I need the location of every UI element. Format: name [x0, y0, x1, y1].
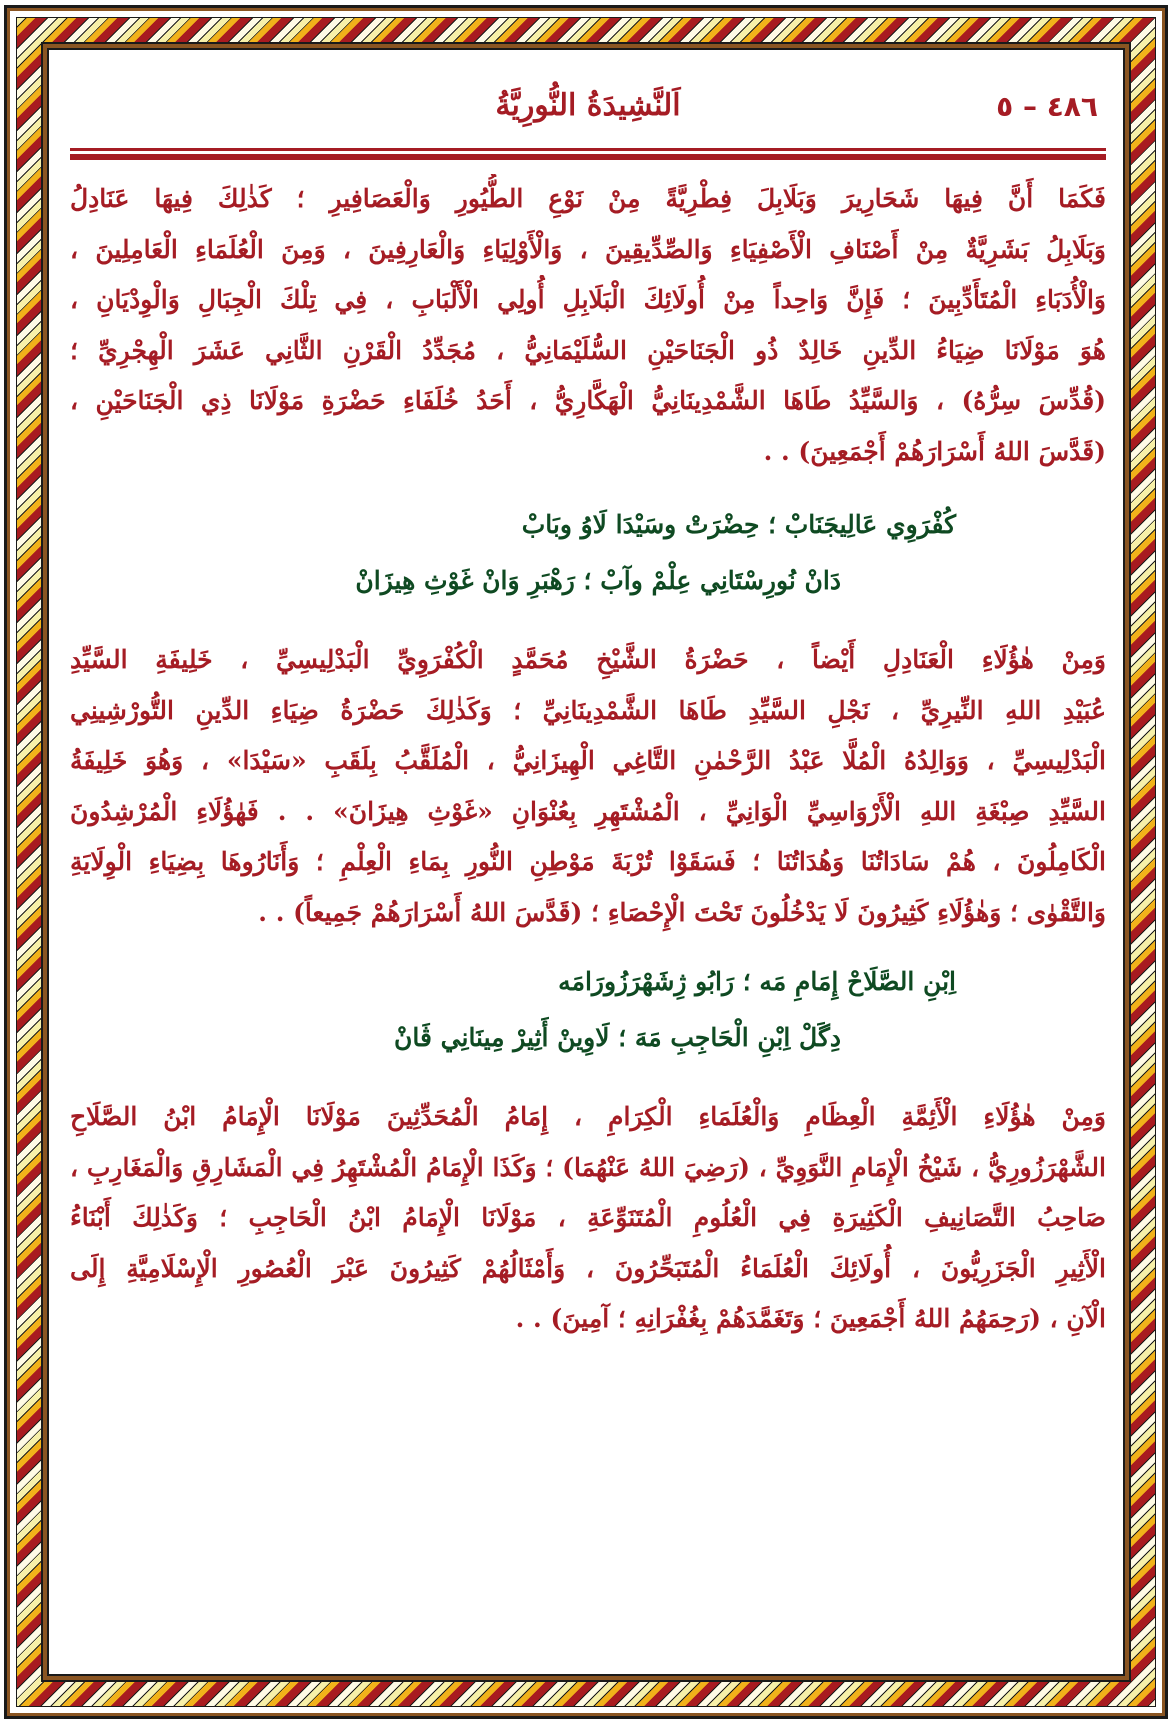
paragraph-line: الْآنِ ، (رَحِمَهُمُ اللهُ أَجْمَعِينَ ؛ وَتَغَمَّدَهُمْ بِغُفْرَانِهِ ؛ آمِينَ) . .: [515, 1304, 1106, 1333]
verse-stanza-2: [70, 954, 1106, 1066]
paragraph-line: وَبَلَابِلُ بَشَرِيَّةٌ مِنْ أَصْنَافِ الْأَصْفِيَاءِ وَالصِّدِّيقِينَ ، وَالْأَوْلِيَاءِ وَالْعَارِفِينَ ، وَمِنَ الْعُلَمَاءِ الْعَامِلِينَ ،: [70, 234, 1106, 264]
paragraph-line: وَمِنْ هٰؤُلَاءِ الْعَنَادِلِ أَيْضاً ، حَضْرَةُ الشَّيْخِ مُحَمَّدٍ الْكُفْرَوِيِّ الْبَدْلِيسِيِّ ، خَلِيفَةِ السَّيِّدِ: [70, 645, 1106, 674]
verse-line: دَانْ نُورِسْتَانِي عِلْمْ وآبْ ؛ رَهْبَرِ وَانْ غَوْثِ هِيزَانْ: [355, 566, 841, 595]
paragraph-line: هُوَ مَوْلَانَا ضِيَاءُ الدِّينِ خَالِدٌ ذُو الْجَنَاحَيْنِ السُّلَيْمَانِيُّ ، مُجَدِّدُ الْقَرْنِ الثَّانِي عَشَرَ الْهِجْرِيِّ ؛: [70, 335, 1106, 365]
verse-line: اِبْنِ الصَّلَاحْ إِمَامِ مَه ؛ رَابُو ژِشَهْرَزُورَامَه: [558, 967, 956, 996]
verse-line: كُفْرَوِي عَالِيجَنَابْ ؛ حِضْرَتْ وسَيْدَا لَاوُ وبَابْ: [521, 510, 956, 539]
paragraph-1: [70, 174, 1106, 477]
paragraph-line: (قُدِّسَ سِرُّهُ) ، وَالسَّيِّدُ طَاهَا الشَّمْدِينَانِيُّ الْهَكَّارِيُّ ، أَحَدُ خُلَفَاءِ حَضْرَةِ مَوْلَانَا ذِي الْجَنَاحَيْنِ ،: [70, 386, 1106, 415]
verse-line: دِگَلْ اِبْنِ الْحَاجِبِ مَهَ ؛ لَاوِينْ أَثِيرْ مِينَانِي ڤَانْ: [394, 1023, 841, 1052]
page-number: ٤٨٦ – ٥: [996, 90, 1098, 123]
verse-stanza-1: [70, 497, 1106, 609]
page-content: [70, 80, 1106, 1345]
paragraph-line: الْأَثِيرِ الْجَزَرِيُّونَ ، أُولَائِكَ الْعُلَمَاءُ الْمُتَبَحِّرُونَ ، وَأَمْثَالُهُمْ كَثِيرُونَ عَبْرَ الْعُصُورِ الْإِسْلَامِيَّةِ إِلَى: [70, 1253, 1106, 1283]
paragraph-line: وَمِنْ هٰؤُلَاءِ الْأَئِمَّةِ الْعِظَامِ وَالْعُلَمَاءِ الْكِرَامِ ، إِمَامُ الْمُحَدِّثِينَ مَوْلَانَا الْإِمَامُ ابْنُ الصَّلَاحِ: [70, 1102, 1106, 1131]
paragraph-2: [70, 635, 1106, 938]
paragraph-line: وَالْأُدَبَاءِ الْمُتَأَدِّبِينَ ؛ فَإِنَّ وَاحِداً مِنْ أُولَائِكَ الْبَلَابِلِ أُولِي الْأَلْبَابِ ، فِي تِلْكَ الْجِبَالِ وَالْوِدْيَانِ ،: [70, 285, 1106, 314]
paragraph-line: فَكَمَا أَنَّ فِيهَا شَحَارِيرَ وَبَلَابِلَ فِطْرِيَّةً مِنْ نَوْعِ الطُّيُورِ وَالْعَصَافِيرِ ؛ كَذٰلِكَ فِيهَا عَنَادِلُ: [70, 184, 1106, 213]
header-rule-thin: [70, 148, 1106, 151]
header-rule-thick: [70, 154, 1106, 160]
paragraph-line: وَالتَّقْوٰى ؛ وَهٰؤُلَاءِ كَثِيرُونَ لَا يَدْخُلُونَ تَحْتَ الْإِحْصَاءِ ؛ (قَدَّسَ اللهُ أَسْرَارَهُمْ جَمِيعاً) . .: [258, 897, 1106, 927]
paragraph-line: عُبَيْدِ اللهِ النِّيرِيِّ ، نَجْلِ السَّيِّدِ طَاهَا الشَّمْدِينَانِيِّ ؛ وَكَذٰلِكَ حَضْرَةُ ضِيَاءِ الدِّينِ التُّورْشِينِي: [70, 695, 1106, 725]
book-title: اَلنَّشِيدَةُ النُّورِيَّةُ: [495, 88, 681, 123]
paragraph-line: السَّيِّدِ صِبْغَةِ اللهِ الْأَرْوَاسِيِّ الْوَانِيِّ ، الْمُشْتَهِرِ بِعُنْوَانِ «غَوْثِ هِيزَانَ» . . فَهٰؤُلَاءِ الْمُرْشِدُونَ: [70, 796, 1106, 826]
paragraph-3: [70, 1092, 1106, 1345]
page-header: [70, 80, 1106, 142]
paragraph-line: الْبَدْلِيسِيِّ ، وَوَالِدُهُ الْمُلَّا عَبْدُ الرَّحْمٰنِ التَّاغِي الْهِيزَانِيُّ ، الْمُلَقَّبُ بِلَقَبِ «سَيْدَا» ، وَهُوَ خَلِيفَةُ: [70, 746, 1106, 775]
paragraph-line: (قَدَّسَ اللهُ أَسْرَارَهُمْ أَجْمَعِينَ) . .: [763, 436, 1106, 466]
paragraph-line: الْكَامِلُونَ ، هُمْ سَادَاتُنَا وَهُدَاتُنَا ؛ فَسَقَوْا تُرْبَةَ مَوْطِنِ النُّورِ بِمَاءِ الْعِلْمِ ؛ وَأَنَارُوهَا بِضِيَاءِ الْوِلَايَةِ: [70, 847, 1106, 876]
paragraph-line: الشَّهْرَزُورِيُّ ، شَيْخُ الْإِمَامِ النَّوَوِيِّ ، (رَضِيَ اللهُ عَنْهُمَا) ؛ وَكَذَا الْإِمَامُ الْمُشْتَهِرُ فِي الْمَشَارِقِ وَالْمَغَارِبِ ،: [70, 1152, 1106, 1182]
paragraph-line: صَاحِبُ التَّصَانِيفِ الْكَثِيرَةِ فِي الْعُلُومِ الْمُتَنَوِّعَةِ ، مَوْلَانَا الْإِمَامُ ابْنُ الْحَاجِبِ ؛ وَكَذٰلِكَ أَبْنَاءُ: [70, 1203, 1106, 1232]
